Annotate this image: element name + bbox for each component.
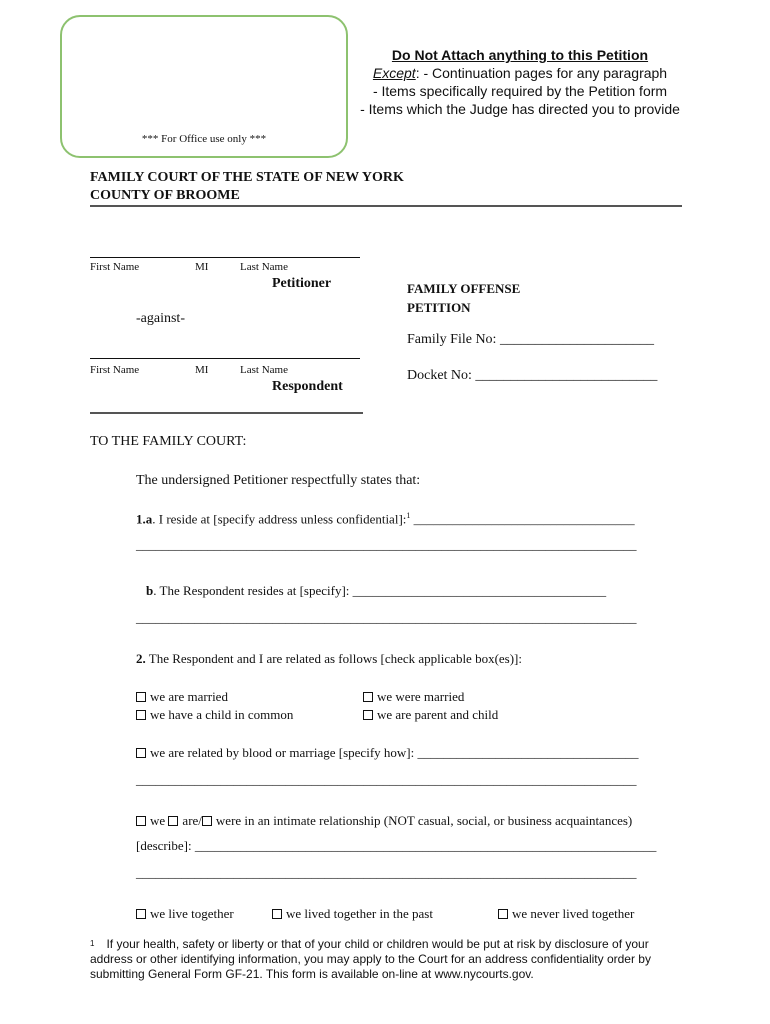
petitioner-last-label: Last Name [240,261,288,273]
against-label: -against- [136,311,185,326]
petition-title-line-1: FAMILY OFFENSE [407,281,521,296]
office-use-note: *** For Office use only *** [141,133,267,145]
court-header [90,169,404,205]
checkbox-lived-together-past[interactable] [272,906,433,922]
checkbox-child-in-common[interactable] [136,707,293,723]
footnote-text: If your health, safety or liberty or that of your child or children would be put at risk by disclosure of your address or other identifying information, you may apply to the Court for an address confidentiality order by submitting General Form GF-21. This form is available on-line at www.nycourts.gov. [90,937,651,981]
item-1a-label: 1.a [136,511,153,527]
checkbox-live-together[interactable] [136,906,234,922]
relation-continuation-field[interactable]: _____________________________________________________________________________ [136,772,637,787]
describe-field[interactable]: [describe]: _______________________________________________________________________ [136,838,657,853]
intimate-were-label: were in an intimate relationship (NOT casual, social, or business acquaintances) [215,813,633,828]
item-1b[interactable] [146,583,606,599]
item-1b-label: b [146,583,154,598]
checkbox-icon[interactable] [136,748,146,758]
petition-title [407,279,520,317]
petition-title-line-2: PETITION [407,300,471,315]
checkbox-are-icon[interactable] [168,816,178,826]
live-together-label: we live together [150,906,234,921]
petitioner-first-label: First Name [90,261,140,273]
footnote [90,936,690,982]
family-file-no-field[interactable]: Family File No: ______________________ [407,332,654,347]
checkbox-child-label: we have a child in common [150,707,294,722]
checkbox-icon[interactable] [136,710,146,720]
checkbox-never-lived-together[interactable] [498,906,634,922]
notice-title: Do Not Attach anything to this Petition [391,47,649,63]
petitioner-name-line[interactable] [90,257,360,258]
checkbox-married-label: we are married [150,689,228,704]
checkbox-parent-child[interactable] [363,707,498,723]
never-lived-label: we never lived together [512,906,635,921]
respondent-mi-label: MI [195,364,209,376]
checkbox-icon[interactable] [136,692,146,702]
checkbox-blood-label: we are related by blood or marriage [specify how]: __________________________________ [150,745,639,760]
respondent-role: Respondent [272,379,343,394]
intimate-are-label: are/ [182,813,202,828]
petitioner-role: Petitioner [272,276,332,291]
footnote-number: 1 [90,939,95,948]
checkbox-icon[interactable] [498,909,508,919]
address-continuation-field[interactable]: _____________________________________________________________________________ [136,537,637,552]
respondent-first-label: First Name [90,364,140,376]
checkbox-were-married[interactable] [363,689,464,705]
item-2-label: 2. [136,651,146,666]
intimate-we-label: we [150,813,166,828]
respondent-name-line[interactable] [90,358,360,359]
checkbox-were-married-label: we were married [377,689,465,704]
item-1b-text: . The Respondent resides at [specify]: _______________________________________ [153,583,607,598]
item-2-text: The Respondent and I are related as follows [check applicable box(es)]: [145,651,523,666]
attachment-notice [360,46,680,118]
notice-line-1 [360,64,680,82]
checkbox-icon[interactable] [136,909,146,919]
checkbox-parent-child-label: we are parent and child [377,707,499,722]
checkbox-intimate-relationship[interactable] [136,813,632,829]
describe-continuation-field[interactable]: _____________________________________________________________________________ [136,865,637,880]
item-1a [136,511,635,527]
respondent-address-continuation-field[interactable]: _____________________________________________________________________________ [136,610,637,625]
checkbox-related-by-blood[interactable] [136,745,638,761]
checkbox-were-icon[interactable] [202,816,212,826]
checkbox-icon[interactable] [363,692,373,702]
checkbox-married[interactable] [136,689,228,705]
footnote-ref: 1 [406,511,411,520]
checkbox-icon[interactable] [363,710,373,720]
lived-together-label: we lived together in the past [286,906,433,921]
notice-line-2: - Items specifically required by the Petition form [372,83,668,99]
except-label: Except [372,65,416,81]
county-name: COUNTY OF BROOME [90,188,240,203]
respondent-last-label: Last Name [240,364,288,376]
item-1a-text: . I reside at [specify address unless confidential]: [152,511,407,527]
notice-line-3: - Items which the Judge has directed you to provide [360,101,680,117]
notice-line-1-text: : - Continuation pages for any paragraph [415,65,668,81]
intro-statement: The undersigned Petitioner respectfully states that: [136,473,421,488]
header-rule [90,205,682,207]
court-name: FAMILY COURT OF THE STATE OF NEW YORK [90,170,404,185]
checkbox-icon[interactable] [136,816,146,826]
checkbox-icon[interactable] [272,909,282,919]
docket-no-field[interactable]: Docket No: __________________________ [407,368,658,383]
to-court-heading: TO THE FAMILY COURT: [90,434,247,449]
address-field[interactable]: __________________________________ [410,511,635,527]
petitioner-mi-label: MI [195,261,209,273]
caption-rule [90,412,363,414]
item-2 [136,651,522,667]
